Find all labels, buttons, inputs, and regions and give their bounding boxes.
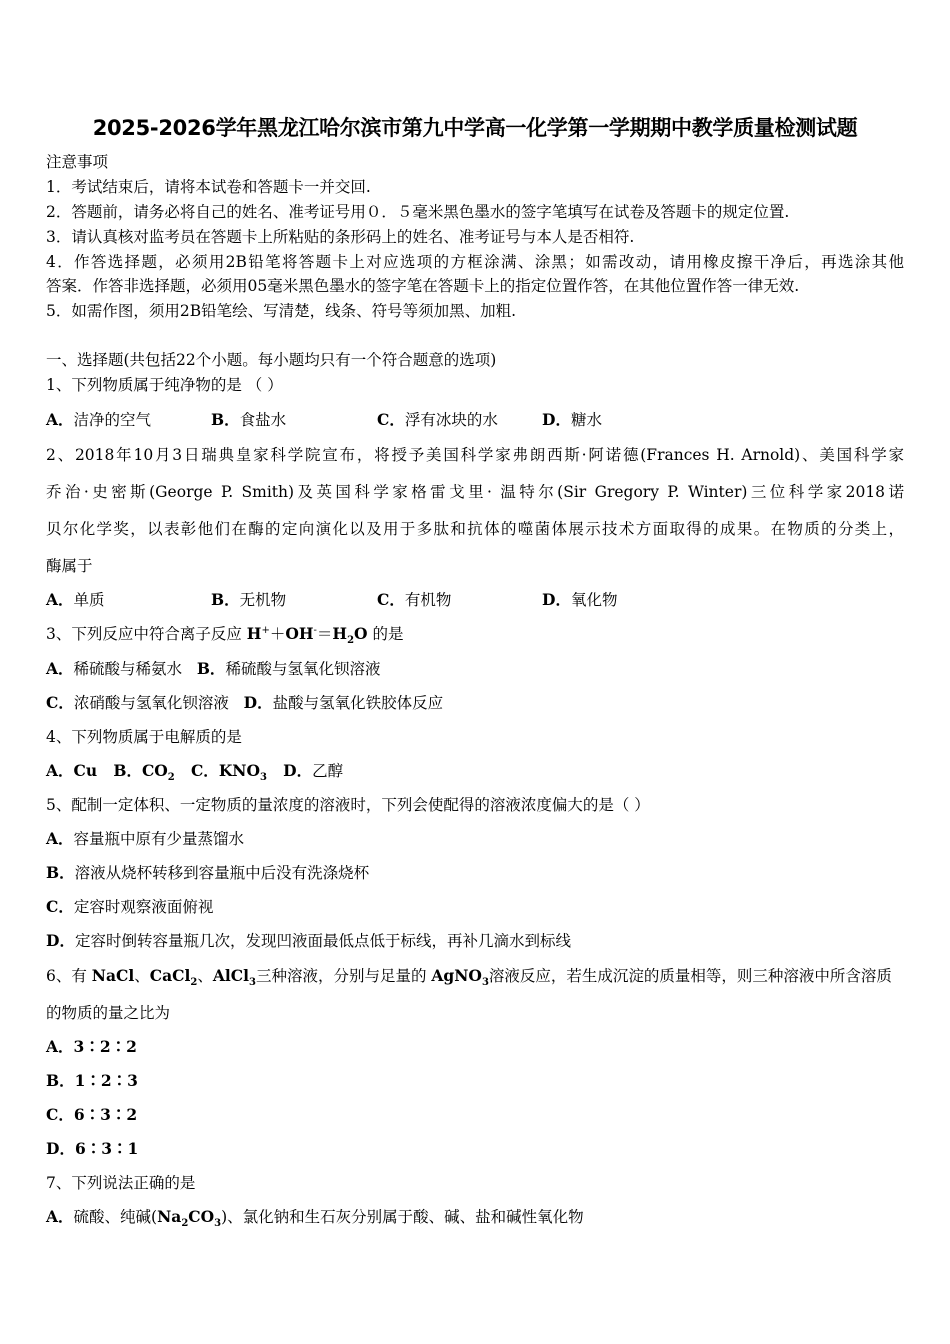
q6-option-b (46, 1071, 138, 1091)
q6-option-c (46, 1105, 137, 1125)
stem-text: 的是 (367, 625, 404, 643)
formula-part: H (332, 624, 348, 643)
option-text: CO (141, 761, 168, 780)
q6-option-d (46, 1139, 138, 1159)
option-text: 6∶3∶2 (73, 1105, 138, 1124)
notice-heading: 注意事项 (46, 153, 109, 171)
question-6-stem (46, 966, 904, 989)
option-label: A． (46, 761, 74, 780)
q2-option-a (46, 590, 105, 610)
option-label: D． (542, 590, 571, 609)
option-label: A． (46, 1207, 74, 1226)
option-label: C． (377, 410, 405, 429)
notice-item: 答案．作答非选择题，必须用05毫米黑色墨水的签字笔在答题卡上的指定位置作答，在其他位置作答一律无效. (46, 277, 800, 295)
formula-subscript: 3 (214, 1218, 222, 1230)
option-label: C． (46, 693, 74, 712)
option-text: 洁净的空气 (73, 411, 152, 429)
stem-text: 6、有 (46, 967, 92, 985)
q1-option-d (542, 410, 602, 430)
formula-h2o (332, 624, 368, 647)
option-text: 定容时观察液面俯视 (73, 898, 214, 916)
q2-option-b (211, 590, 286, 610)
option-label: D． (283, 761, 313, 780)
option-label: D． (46, 931, 75, 950)
q5-option-a (46, 829, 244, 849)
formula-cacl2: CaCl (149, 966, 191, 985)
option-label: A． (46, 590, 74, 609)
q5-option-d (46, 931, 571, 951)
question-5-stem: 5、配制一定体积、一定物质的量浓度的溶液时，下列会使配得的溶液浓度偏大的是（ ） (46, 796, 650, 814)
q4-options-row (46, 761, 344, 784)
option-text: 糖水 (570, 411, 602, 429)
option-label: D． (542, 410, 571, 429)
option-text: 无机物 (239, 591, 287, 609)
option-text: 乙醇 (312, 762, 344, 780)
charge-minus: - (313, 624, 317, 636)
option-label: D． (243, 693, 273, 712)
option-label: B． (46, 863, 75, 882)
option-text: 氧化物 (570, 591, 618, 609)
option-text: 6∶3∶1 (74, 1139, 139, 1158)
option-text: 定容时倒转容量瓶几次，发现凹液面最低点低于标线，再补几滴水到标线 (74, 932, 571, 950)
option-text: 硫酸、纯碱( (73, 1208, 158, 1226)
q3-options-row-1 (46, 659, 380, 679)
formula-alcl3: AlCl (212, 966, 249, 985)
stem-text: 溶液反应，若生成沉淀的质量相等，则三种溶液中所含溶质 (488, 967, 892, 985)
formula-subscript: 3 (481, 977, 489, 989)
q6-option-a (46, 1037, 137, 1057)
q1-option-a (46, 410, 151, 430)
notice-item: 2．答题前，请务必将自己的姓名、准考证号用０．５毫米黑色墨水的签字笔填写在试卷及答题卡的规定位置. (46, 203, 790, 221)
equals-sign: ＝ (316, 625, 333, 643)
option-label: A． (46, 410, 74, 429)
question-2-line: 乔治·史密斯(George P. Smith)及英国科学家格雷戈里· 温特尔(Sir Gregory P. Winter)三位科学家2018诺 (46, 483, 904, 501)
question-6-line-2: 的物质的量之比为 (46, 1004, 171, 1022)
plus-sign: ＋ (269, 625, 286, 643)
q1-option-c (377, 410, 498, 430)
option-label: A． (46, 829, 74, 848)
option-label: D． (46, 1139, 75, 1158)
option-text: 浓硝酸与氢氧化钡溶液 (73, 694, 229, 712)
q3-options-row-2 (46, 693, 443, 713)
formula-subscript: 2 (347, 635, 355, 647)
option-text: 有机物 (404, 591, 452, 609)
stem-text: 3、下列反应中符合离子反应 (46, 625, 247, 643)
separator: 、 (197, 967, 213, 985)
option-label: A． (46, 1037, 74, 1056)
option-label: C． (46, 897, 74, 916)
notice-item: 4．作答选择题，必须用2B铅笔将答题卡上对应选项的方框涂满、涂黑；如需改动，请用橡皮擦干净后，再选涂其他 (46, 253, 904, 271)
q5-option-b (46, 863, 369, 883)
formula-part: CO (188, 1207, 215, 1226)
option-label: B． (196, 659, 226, 678)
option-text: 溶液从烧杯转移到容量瓶中后没有洗涤烧杯 (74, 864, 370, 882)
notice-item: 5．如需作图，须用2B铅笔绘、写清楚，线条、符号等须加黑、加粗. (46, 302, 517, 320)
option-label: B． (211, 590, 240, 609)
option-label: C． (377, 590, 405, 609)
question-2-line: 贝尔化学奖，以表彰他们在酶的定向演化以及用于多肽和抗体的噬菌体展示技术方面取得的成果。在物质的分类上， (46, 520, 904, 538)
option-label: A． (46, 659, 74, 678)
formula-part: Na (157, 1207, 182, 1226)
option-text: 稀硫酸与稀氨水 (73, 660, 183, 678)
question-2-line: 酶属于 (46, 557, 93, 575)
question-2-line: 2、2018年10月3日瑞典皇家科学院宣布，将授予美国科学家弗朗西斯·阿诺德(Frances H. Arnold)、美国科学家 (46, 446, 904, 464)
notice-item: 3．请认真核对监考员在答题卡上所粘贴的条形码上的姓名、准考证号与本人是否相符. (46, 228, 635, 246)
formula-subscript: 3 (259, 772, 267, 784)
formula-subscript: 2 (167, 772, 175, 784)
option-text: Cu (73, 761, 98, 780)
formula-subscript: 2 (190, 977, 198, 989)
q1-option-b (211, 410, 286, 430)
exam-title: 2025-2026学年黑龙江哈尔滨市第九中学高一化学第一学期期中教学质量检测试题 (92, 116, 858, 140)
q5-option-c (46, 897, 213, 917)
formula-subscript: 3 (248, 977, 256, 989)
notice-item: 1．考试结束后，请将本试卷和答题卡一并交回. (46, 178, 371, 196)
formula-h: H (246, 624, 262, 643)
option-label: B． (211, 410, 240, 429)
separator: 、 (134, 967, 150, 985)
option-text: 食盐水 (239, 411, 287, 429)
q7-option-a (46, 1207, 584, 1230)
formula-agno3: AgNO (431, 966, 482, 985)
section-heading: 一、选择题(共包括22个小题。每小题均只有一个符合题意的选项) (46, 351, 497, 369)
formula-oh: OH (285, 624, 314, 643)
option-text: )、氯化钠和生石灰分别属于酸、碱、盐和碱性氧化物 (221, 1208, 584, 1226)
option-text: 1∶2∶3 (74, 1071, 138, 1090)
formula-subscript: 2 (181, 1218, 189, 1230)
formula-part: O (354, 624, 368, 643)
option-label: B． (46, 1071, 75, 1090)
q2-option-d (542, 590, 617, 610)
option-text: 单质 (73, 591, 105, 609)
q2-option-c (377, 590, 451, 610)
option-text: 3∶2∶2 (73, 1037, 137, 1056)
option-label: C． (190, 761, 219, 780)
formula-nacl: NaCl (91, 966, 135, 985)
stem-text: 三种溶液，分别与足量的 (255, 967, 432, 985)
question-7-stem: 7、下列说法正确的是 (46, 1174, 196, 1192)
option-text: KNO (218, 761, 260, 780)
question-3-stem (46, 624, 404, 647)
option-text: 盐酸与氢氧化铁胶体反应 (272, 694, 444, 712)
question-1-stem: 1、下列物质属于纯净物的是 （ ） (46, 376, 283, 394)
question-4-stem: 4、下列物质属于电解质的是 (46, 728, 242, 746)
option-text: 容量瓶中原有少量蒸馏水 (73, 830, 245, 848)
charge-plus: + (261, 624, 270, 636)
option-text: 稀硫酸与氢氧化钡溶液 (225, 660, 381, 678)
option-label: C． (46, 1105, 74, 1124)
option-text: 浮有冰块的水 (404, 411, 498, 429)
option-label: B． (113, 761, 142, 780)
